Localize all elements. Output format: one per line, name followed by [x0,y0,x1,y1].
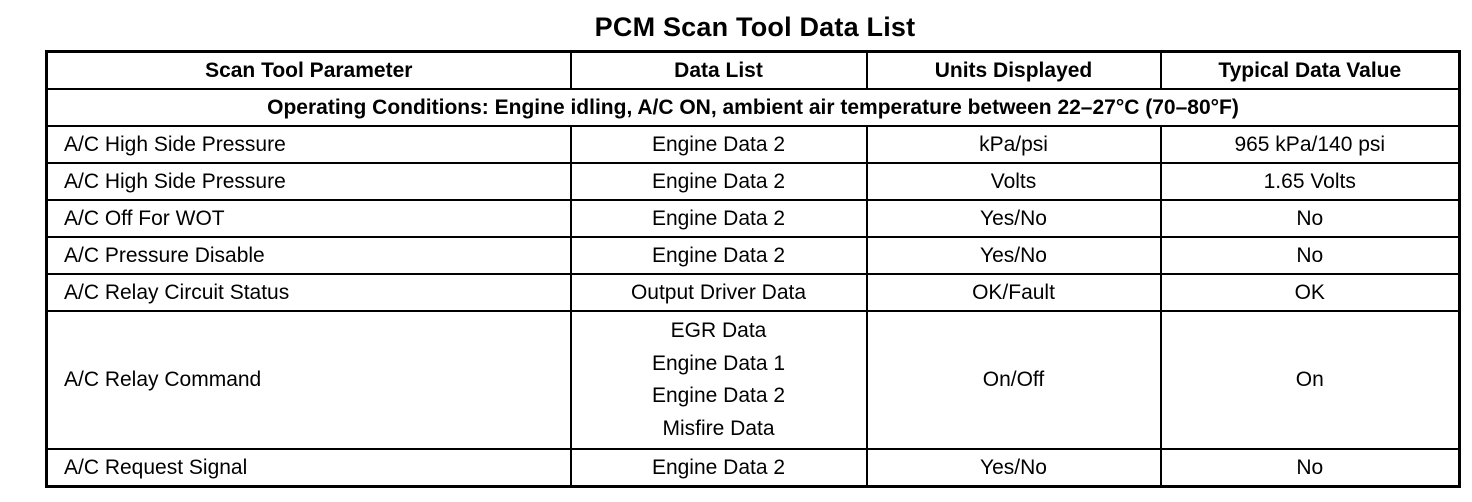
typical-value-cell: OK [1161,274,1460,311]
table-row [47,274,1460,311]
column-header-parameter: Scan Tool Parameter [47,52,571,90]
parameter-cell: A/C High Side Pressure [47,126,571,163]
typical-value-cell: 965 kPa/140 psi [1161,126,1460,163]
column-header-typical-value: Typical Data Value [1161,52,1460,90]
parameter-cell: A/C Off For WOT [47,200,571,237]
operating-conditions-row [47,89,1460,126]
table-row [47,126,1460,163]
page-title: PCM Scan Tool Data List [594,12,916,42]
table-row [47,311,1460,449]
data-list-cell: Output Driver Data [571,274,867,311]
data-list-cell: Engine Data 2 [571,237,867,274]
parameter-cell: A/C Relay Circuit Status [47,274,571,311]
units-cell: OK/Fault [867,274,1161,311]
data-list-entry: Misfire Data [662,416,775,440]
parameter-cell: A/C High Side Pressure [47,163,571,200]
typical-value-cell: No [1161,449,1460,487]
data-list-cell: Engine Data 2 [571,449,867,487]
data-list-entry: EGR Data [670,319,767,342]
table-row [47,163,1460,200]
table-row [47,237,1460,274]
table-header-row [47,52,1460,90]
data-list-entry: Engine Data 2 [651,384,786,407]
table-row [47,200,1460,237]
column-header-units: Units Displayed [867,52,1161,90]
parameter-cell: A/C Request Signal [47,449,571,487]
typical-value-cell: 1.65 Volts [1161,163,1460,200]
parameter-cell: A/C Pressure Disable [47,237,571,274]
data-list-cell [571,311,867,449]
column-header-data-list: Data List [571,52,867,90]
units-cell: Yes/No [867,449,1161,487]
units-cell: Yes/No [867,200,1161,237]
data-list-cell: Engine Data 2 [571,163,867,200]
parameter-cell: A/C Relay Command [47,311,571,449]
operating-conditions: Operating Conditions: Engine idling, A/C ON, ambient air temperature between 22–27°C (70–80°F) [47,89,1460,126]
table-row [47,449,1460,487]
units-cell: Volts [867,163,1161,200]
data-list-entry: Engine Data 1 [651,351,786,375]
typical-value-cell: No [1161,200,1460,237]
units-cell: kPa/psi [867,126,1161,163]
typical-value-cell: No [1161,237,1460,274]
units-cell: On/Off [867,311,1161,449]
typical-value-cell: On [1161,311,1460,449]
scan-tool-data-table [45,50,1461,488]
units-cell: Yes/No [867,237,1161,274]
data-list-cell: Engine Data 2 [571,200,867,237]
data-list-cell: Engine Data 2 [571,126,867,163]
